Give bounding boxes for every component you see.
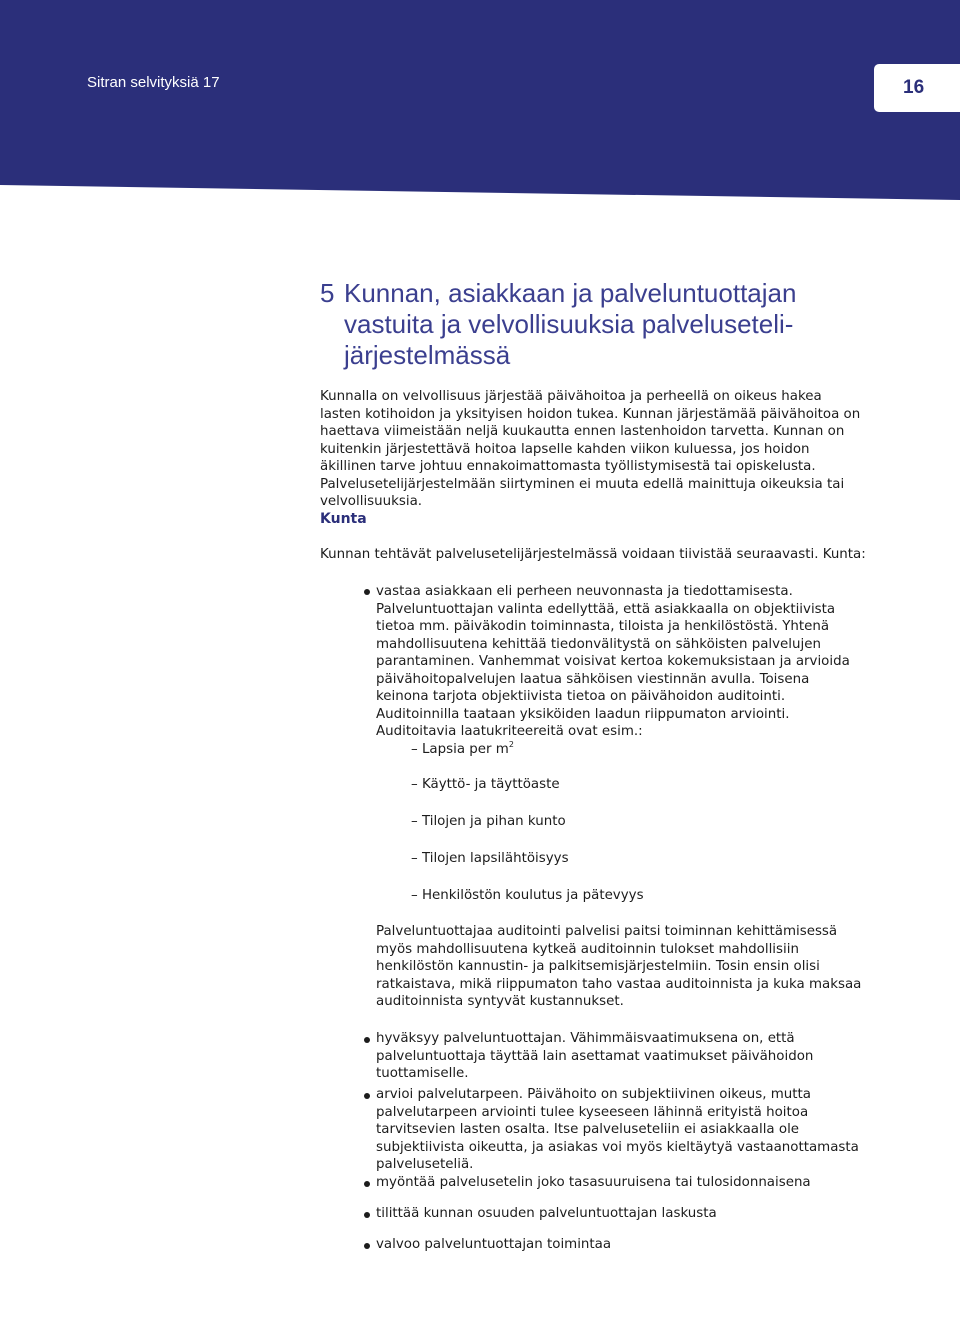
bullet-dot — [364, 1037, 370, 1043]
criteria-item: – Käyttö- ja täyttöaste — [411, 777, 560, 792]
header-band — [0, 0, 960, 200]
bullet-item-valvoo: valvoo palveluntuottajan toimintaa — [376, 1237, 612, 1252]
bullet-item-hyvaksyy: hyväksyy palveluntuottajan. Vähimmäisvaatimuksena on, että palveluntuottaja täyttää lain asettamat vaatimukset päivähoidon tuottamiselle. — [376, 1031, 814, 1081]
chapter-title — [320, 278, 880, 371]
bullet-item-tilittaa: tilittää kunnan osuuden palveluntuottajan laskusta — [376, 1206, 717, 1221]
intro-paragraph: Kunnalla on velvollisuus järjestää päivähoitoa ja perheellä on oikeus hakea lasten kotihoidon ja yksityisen hoidon tukea. Kunnan järjestämää päivähoitoa on haettava viimeistään neljä kuukautta ennen lastenhoidon tarvetta. Kunnan on kuitenkin järjestettävä hoitoa lapselle kahden viikon kuluessa, jos hoidon äkillinen tarve johtuu ennakoimattomasta työllistymisestä tai opiskelusta. Palvelusetelijärjestelmään siirtyminen ei muuta edellä mainittuja oikeuksia tai velvollisuuksia. — [320, 389, 861, 509]
section-lead: Kunnan tehtävät palvelusetelijärjestelmässä voidaan tiivistää seuraavasti. Kunta: — [320, 547, 866, 562]
bullet-dot — [364, 1093, 370, 1099]
chapter-title-line-3: järjestelmässä — [344, 340, 511, 370]
series-title: Sitran selvityksiä 17 — [87, 74, 220, 91]
chapter-title-line-1: 5 Kunnan, asiakkaan ja palveluntuottajan — [320, 278, 797, 308]
chapter-number: 5 — [320, 278, 335, 308]
bullet-dot — [364, 1212, 370, 1218]
audit-paragraph: Palveluntuottajaa auditointi palvelisi paitsi toiminnan kehittämisessä myös mahdollisuutena kytkeä auditoinnin tulokset mahdollisiin henkilöstön kannustin- ja palkitsemisjärjestelmiin. Tosin ensin olisi ratkaistava, mikä riippumaton taho vastaa auditoinnista ja kuka maksaa auditoinnista syntyvät kustannukset. — [376, 924, 862, 1009]
bullet-dot — [364, 1181, 370, 1187]
bullet-dot — [364, 589, 370, 595]
chapter-title-line-2: vastuita ja velvollisuuksia palveluseteli- — [344, 309, 794, 339]
criteria-item: – Tilojen ja pihan kunto — [411, 814, 566, 829]
criteria-item: – Lapsia per $m^2$ — [411, 740, 514, 757]
superscript-2: 2 — [508, 740, 514, 749]
criteria-item: – Henkilöstön koulutus ja pätevyys — [411, 888, 644, 903]
criteria-item: – Tilojen lapsilähtöisyys — [411, 851, 569, 866]
section-heading: Kunta — [320, 511, 367, 527]
bullet-item-arvioi: arvioi palvelutarpeen. Päivähoito on subjektiivinen oikeus, mutta palvelutarpeen arviointi tulee kyseeseen lähinnä erityistä hoitoa tarvitsevien lasten osalta. Itse palveluseteliin ei asiakkaalla ole subjektiivista oikeutta, ja asiakas voi myös kieltäytyä vastaanottamasta palveluseteliä. — [376, 1087, 859, 1172]
bullet-dot — [364, 1243, 370, 1249]
bullet-item-myontaa: myöntää palvelusetelin joko tasasuuruisena tai tulosidonnaisena — [376, 1175, 811, 1190]
bullet-item-neuvonta: vastaa asiakkaan eli perheen neuvonnasta ja tiedottamisesta. Palveluntuottajan valinta edellyttää, että asiakkaalla on objektiivista tietoa mm. päiväkodin toiminnasta, tiloista ja henkilöstöstä. Yhtenä mahdollisuutena kehittää tiedonvälitystä on sähköisten palvelujen parantaminen. Vanhemmat voisivat kertoa kokemuksistaan ja arvioida päivähoitopalvelujen laatua sähköisen viestinnän avulla. Toisena keinona tarjota objektiivista tietoa on päivähoidon auditointi. Auditoinnilla taataan yksiköiden laadun riippumaton arviointi. Auditoitavia laatukriteereitä ovat esim.: — [376, 584, 850, 739]
page-number: 16 — [903, 77, 925, 98]
